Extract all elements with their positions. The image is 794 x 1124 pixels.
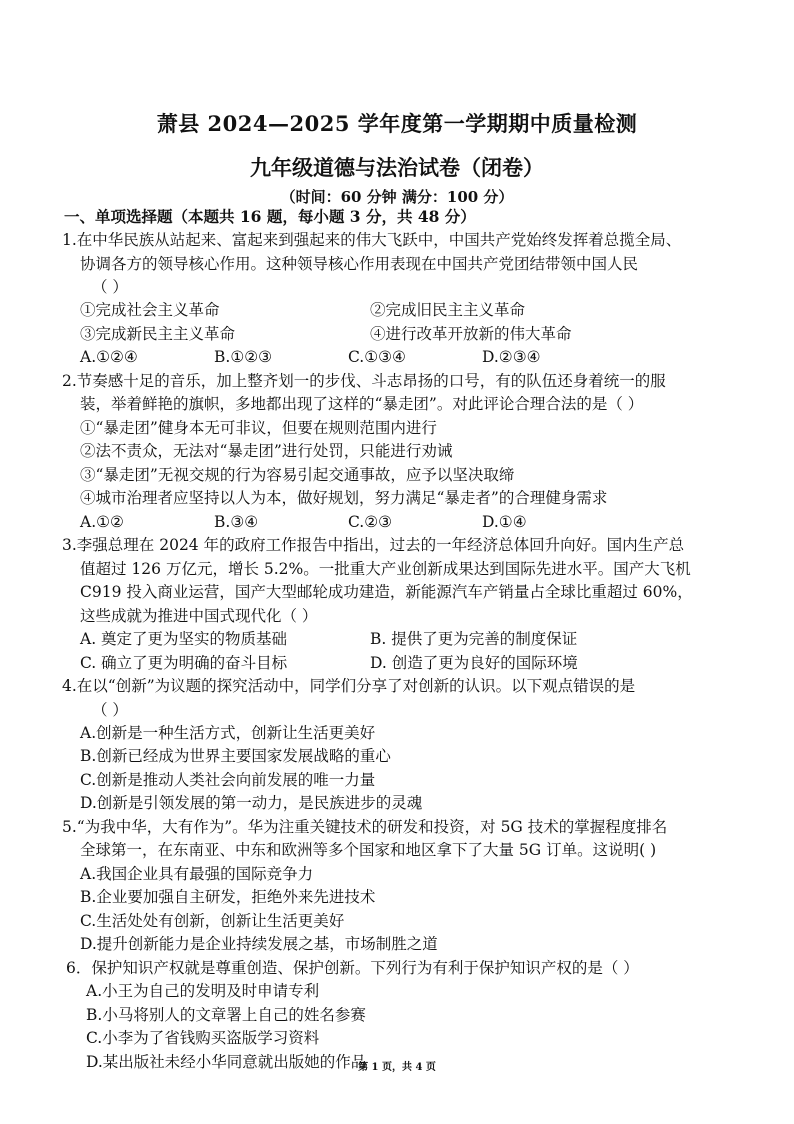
option-a: A.①②④ bbox=[80, 348, 138, 366]
exam-content bbox=[58, 205, 748, 1074]
statement-item: ①完成社会主义革命 bbox=[80, 301, 220, 319]
statement-item: ④城市治理者应坚持以人为本，做好规划，努力满足“暴走者”的合理健身需求 bbox=[80, 489, 608, 507]
item-row bbox=[58, 323, 748, 347]
question-stem-line: 这些成就为推进中国式现代化（ ） bbox=[80, 606, 318, 625]
statement-item: ②法不责众，无法对“暴走团”进行处罚，只能进行劝诫 bbox=[80, 442, 453, 460]
statement-item: ②完成旧民主主义革命 bbox=[370, 301, 526, 319]
option-d: D.②③④ bbox=[482, 348, 541, 366]
item-row bbox=[58, 299, 748, 323]
option-c: C.①③④ bbox=[348, 348, 406, 366]
section-heading: 一、单项选择题（本题共 16 题，每小题 3 分，共 48 分） bbox=[64, 207, 476, 226]
question-5 bbox=[58, 816, 748, 957]
question-stem-line: 3.李强总理在 2024 年的政府工作报告中指出，过去的一年经济总体回升向好。国内生产总 bbox=[62, 536, 685, 554]
option-row bbox=[58, 628, 748, 652]
question-stem-line: 6．保护知识产权就是尊重创造、保护创新。下列行为有利于保护知识产权的是（ ） bbox=[66, 958, 639, 977]
question-stem-line: 值超过 126 万亿元，增长 5.2%。一批重大产业创新成果达到国际先进水平。国产大飞机 bbox=[80, 559, 691, 578]
statement-item: ③完成新民主主义革命 bbox=[80, 324, 236, 343]
option-a: A. 奠定了更为坚实的物质基础 bbox=[80, 630, 288, 648]
question-3 bbox=[58, 534, 748, 675]
option-row bbox=[58, 652, 748, 676]
option-row bbox=[58, 346, 748, 370]
option-c: C.小李为了省钱购买盗版学习资料 bbox=[86, 1029, 320, 1047]
question-stem-line: 4.在以“创新”为议题的探究活动中，同学们分享了对创新的认识。以下观点错误的是 bbox=[62, 677, 636, 695]
option-c: C.生活处处有创新，创新让生活更美好 bbox=[80, 911, 345, 930]
statement-item: ①“暴走团”健身本无可非议，但要在规则范围内进行 bbox=[80, 418, 437, 437]
option-d: D.①④ bbox=[482, 512, 527, 531]
statement-item: ④进行改革开放新的伟大革命 bbox=[370, 324, 572, 343]
question-stem-line: 2.节奏感十足的音乐，加上整齐划一的步伐、斗志昂扬的口号，有的队伍还身着统一的服 bbox=[62, 371, 666, 390]
option-b: B.创新已经成为世界主要国家发展战略的重心 bbox=[80, 747, 391, 765]
exam-subtitle: 九年级道德与法治试卷（闭卷） bbox=[250, 155, 544, 180]
exam-title: 萧县 2024—2025 学年度第一学期期中质量检测 bbox=[156, 111, 638, 136]
question-stem-line: 1.在中华民族从站起来、富起来到强起来的伟大飞跃中，中国共产党始终发挥着总揽全局、 bbox=[62, 231, 682, 249]
option-b: B.小马将别人的文章署上自己的姓名参赛 bbox=[86, 1005, 366, 1024]
option-a: A.小王为自己的发明及时申请专利 bbox=[86, 982, 320, 1000]
question-stem-line: C919 投入商业运营，国产大型邮轮成功建造，新能源汽车产销量占全球比重超过 60%， bbox=[80, 583, 693, 601]
question-2 bbox=[58, 370, 748, 535]
option-d: D. 创造了更为良好的国际环境 bbox=[370, 653, 578, 672]
option-c: C. 确立了更为明确的奋斗目标 bbox=[80, 653, 288, 672]
question-stem-line: 装，举着鲜艳的旗帜，多地都出现了这样的“暴走团”。对此评论合理合法的是（ ） bbox=[80, 395, 644, 413]
option-b: B.企业要加强自主研发，拒绝外来先进技术 bbox=[80, 888, 376, 906]
option-d: D.提升创新能力是企业持续发展之基，市场制胜之道 bbox=[80, 935, 438, 953]
question-stem-line: 5.“为我中华，大有作为”。华为注重关键技术的研发和投资，对 5G 技术的掌握程度排名 bbox=[62, 817, 668, 836]
option-c: C.②③ bbox=[348, 512, 393, 531]
option-c: C.创新是推动人类社会向前发展的唯一力量 bbox=[80, 770, 376, 789]
question-stem-line: 协调各方的领导核心作用。这种领导核心作用表现在中国共产党团结带领中国人民 bbox=[80, 254, 639, 273]
option-a: A.我国企业具有最强的国际竞争力 bbox=[80, 864, 314, 883]
page-footer: 第 1 页，共 4 页 bbox=[358, 1062, 436, 1073]
option-b: B.③④ bbox=[214, 512, 259, 531]
option-b: B.①②③ bbox=[214, 348, 273, 366]
statement-item: ③“暴走团”无视交规的行为容易引起交通事故，应予以坚决取缔 bbox=[80, 465, 515, 484]
option-d: D.某出版社未经小华同意就出版她的作品 bbox=[86, 1052, 367, 1071]
option-a: A.创新是一种生活方式，创新让生活更美好 bbox=[80, 723, 376, 742]
option-b: B. 提供了更为完善的制度保证 bbox=[370, 630, 578, 648]
question-stem-line: 全球第一，在东南亚、中东和欧洲等多个国家和地区拿下了大量 5G 订单。这说明( ) bbox=[80, 841, 657, 859]
exam-time-info: （时间：60 分钟 满分：100 分） bbox=[280, 188, 514, 206]
option-d: D.创新是引领发展的第一动力，是民族进步的灵魂 bbox=[80, 794, 423, 812]
question-6 bbox=[58, 957, 748, 1075]
option-a: A.①② bbox=[80, 512, 124, 531]
option-row bbox=[58, 511, 748, 535]
answer-blank: （ ） bbox=[92, 278, 128, 296]
answer-blank: （ ） bbox=[92, 700, 128, 719]
question-4 bbox=[58, 675, 748, 816]
question-1 bbox=[58, 229, 748, 370]
